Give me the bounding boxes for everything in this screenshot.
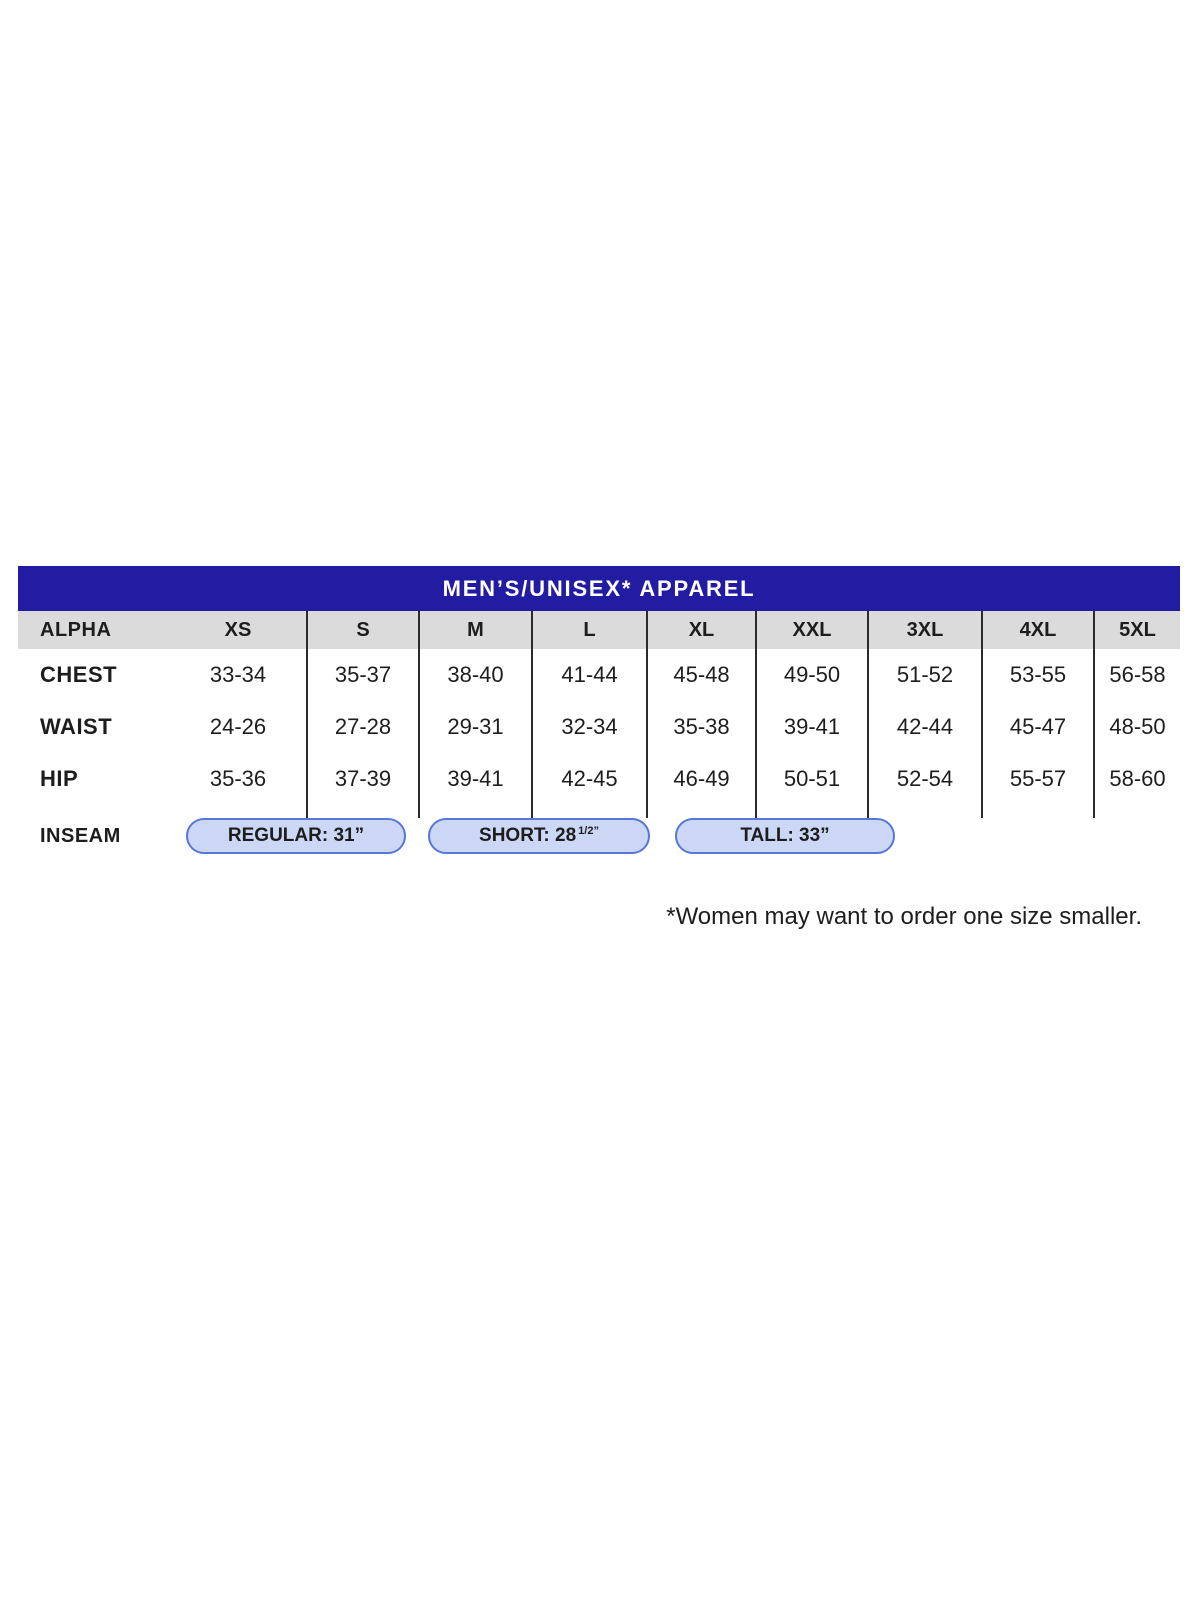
size-cell: 49-50 <box>755 649 867 701</box>
inseam-row <box>18 818 1180 854</box>
size-cell: 38-40 <box>418 649 531 701</box>
size-cell: 29-31 <box>418 701 531 753</box>
inseam-option-tall[interactable] <box>675 818 895 854</box>
row-label: CHEST <box>40 662 118 687</box>
size-cell: 56-58 <box>1093 649 1180 701</box>
inseam-option-tall-label: TALL: 33” <box>740 825 830 846</box>
column-header-xxl: XXL <box>755 611 867 649</box>
column-header-3xl: 3XL <box>867 611 981 649</box>
size-cell: 41-44 <box>531 649 646 701</box>
inseam-option-short[interactable] <box>428 818 650 854</box>
row-label-inseam: INSEAM <box>40 824 121 847</box>
size-cell: 52-54 <box>867 753 981 805</box>
divider-stub-row <box>18 805 1180 818</box>
column-header-row <box>18 611 1180 649</box>
size-cell: 58-60 <box>1093 753 1180 805</box>
inseam-option-regular-label: REGULAR: 31” <box>227 825 365 846</box>
size-cell: 39-41 <box>755 701 867 753</box>
column-header-xs: XS <box>224 618 252 641</box>
column-header-m: M <box>418 611 531 649</box>
table-row-chest <box>18 649 1180 701</box>
row-label: WAIST <box>40 714 113 739</box>
size-cell: 50-51 <box>755 753 867 805</box>
column-header-5xl: 5XL <box>1093 611 1180 649</box>
table-row-hip <box>18 753 1180 805</box>
size-cell: 35-38 <box>646 701 755 753</box>
size-cell: 24-26 <box>209 714 267 739</box>
column-header-xl: XL <box>646 611 755 649</box>
size-cell: 42-44 <box>867 701 981 753</box>
size-cell: 37-39 <box>306 753 418 805</box>
column-header-alpha: ALPHA <box>40 618 112 641</box>
size-chart-table <box>18 566 1180 854</box>
size-cell: 42-45 <box>531 753 646 805</box>
size-cell: 45-48 <box>646 649 755 701</box>
size-cell: 32-34 <box>531 701 646 753</box>
size-cell: 27-28 <box>306 701 418 753</box>
size-cell: 55-57 <box>981 753 1093 805</box>
size-cell: 48-50 <box>1093 701 1180 753</box>
inseam-option-short-fraction: 1/2” <box>578 825 599 838</box>
size-cell: 51-52 <box>867 649 981 701</box>
size-cell: 53-55 <box>981 649 1093 701</box>
size-cell: 35-36 <box>209 766 267 791</box>
size-cell: 35-37 <box>306 649 418 701</box>
inseam-option-short-label: SHORT: 28 <box>479 825 577 846</box>
row-label: HIP <box>40 766 79 791</box>
women-sizing-footnote: *Women may want to order one size smaller. <box>666 903 1142 930</box>
table-title: MEN’S/UNISEX* APPAREL <box>18 566 1180 611</box>
column-header-4xl: 4XL <box>981 611 1093 649</box>
inseam-option-regular[interactable] <box>186 818 406 854</box>
size-cell: 46-49 <box>646 753 755 805</box>
size-cell: 33-34 <box>209 662 267 687</box>
table-row-waist <box>18 701 1180 753</box>
column-header-l: L <box>531 611 646 649</box>
size-cell: 45-47 <box>981 701 1093 753</box>
size-cell: 39-41 <box>418 753 531 805</box>
column-header-s: S <box>306 611 418 649</box>
